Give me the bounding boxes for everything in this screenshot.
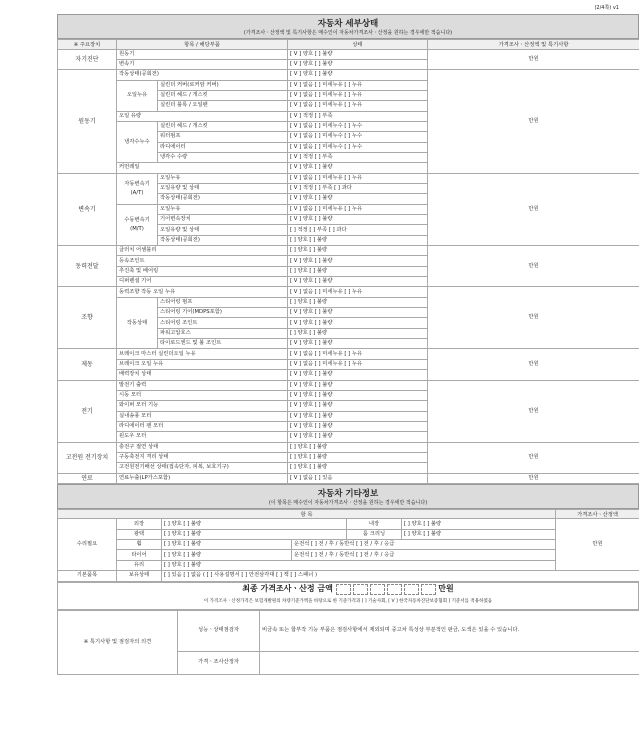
basic-item: 보유상태 bbox=[117, 571, 162, 581]
item-status: [ ] 양호 [ ] 불량 bbox=[288, 442, 428, 452]
item-part: 오일유량 및 상태 bbox=[158, 225, 288, 235]
amount-box-2[interactable] bbox=[353, 584, 368, 595]
item-label: 동력조향 작동 오일 누유 bbox=[117, 287, 288, 297]
amount-box-4[interactable] bbox=[387, 584, 402, 595]
table-row bbox=[58, 287, 639, 297]
item-label: 와이퍼 모터 기능 bbox=[117, 401, 288, 411]
other-header bbox=[57, 484, 639, 509]
device-group: 자기진단 bbox=[58, 49, 117, 70]
basic-label: 기본품목 bbox=[58, 571, 117, 581]
item-status: [ V ] 양호 [ ] 불량 bbox=[288, 59, 428, 69]
final-unit: 만원 bbox=[438, 584, 454, 593]
final-title: 최종 가격조사ㆍ산정 금액 bbox=[242, 584, 333, 593]
item-status: [ V ] 적정 [ ] 부족 bbox=[288, 111, 428, 121]
item-status: [ V ] 없음 [ ] 미세누유 [ ] 누유 bbox=[288, 349, 428, 359]
price-cell[interactable]: 만원 bbox=[428, 473, 639, 483]
item-label: 구동축전지 격리 상태 bbox=[117, 452, 288, 462]
table-row bbox=[58, 49, 639, 59]
glass-status: [ ] 양호 [ ] 불량 bbox=[162, 560, 556, 570]
item-part: 실린더 블록 / 오일팬 bbox=[158, 101, 288, 111]
item-status: [ V ] 없음 [ ] 미세누유 [ ] 누유 bbox=[288, 287, 428, 297]
other-subtitle: (이 항목은 매수인이 자동차가격조사ㆍ산정을 원하는 경우에만 적습니다) bbox=[268, 499, 428, 506]
inspector-label: 성능ㆍ상태점검자 bbox=[178, 610, 260, 651]
table-row bbox=[58, 246, 639, 256]
device-group: 제동 bbox=[58, 349, 117, 380]
page-number: (2/4쪽) v1 bbox=[594, 5, 619, 11]
item-label: 연료누출(LP가스포함) bbox=[117, 473, 288, 483]
item-label: 충전구 절연 상태 bbox=[117, 442, 288, 452]
item-label: 브레이크 마스터 실린더오일 누유 bbox=[117, 349, 288, 359]
wheel-position: 운전석 [ ] 전 / 후 / 동반석 [ ] 전 / 후 / 응급 bbox=[292, 540, 556, 550]
item-part: 냉각수 수량 bbox=[158, 152, 288, 162]
item-label: 발전기 출력 bbox=[117, 380, 288, 390]
item-status: [ V ] 양호 [ ] 불량 bbox=[288, 401, 428, 411]
item-status: [ V ] 양호 [ ] 불량 bbox=[288, 163, 428, 173]
item-label: 클러치 어셈블리 bbox=[117, 246, 288, 256]
item-status: [ ] 양호 [ ] 불량 bbox=[288, 452, 428, 462]
item-status: [ V ] 양호 [ ] 불량 bbox=[288, 370, 428, 380]
price-cell[interactable]: 만원 bbox=[428, 349, 639, 380]
price-cell[interactable]: 만원 bbox=[428, 246, 639, 287]
item-status: [ ] 양호 [ ] 불량 bbox=[288, 235, 428, 245]
item-group: 냉각수누수 bbox=[117, 121, 158, 162]
item-group: 작동상태 bbox=[117, 297, 158, 349]
item-status: [ V ] 양호 [ ] 불량 bbox=[288, 411, 428, 421]
item-status: [ ] 적정 [ ] 부족 [ ] 과다 bbox=[288, 225, 428, 235]
detail-table bbox=[57, 39, 639, 484]
item-part: 워터펌프 bbox=[158, 132, 288, 142]
price-cell[interactable]: 만원 bbox=[428, 173, 639, 245]
table-row bbox=[58, 380, 639, 390]
col-status: 상태 bbox=[288, 40, 428, 50]
item-status: [ V ] 없음 [ ] 미세누유 [ ] 누유 bbox=[288, 90, 428, 100]
appraiser-opinion[interactable] bbox=[260, 651, 639, 674]
item-label: 추진축 및 베어링 bbox=[117, 266, 288, 276]
item-status: [ V ] 양호 [ ] 불량 bbox=[288, 318, 428, 328]
item-status: [ ] 양호 [ ] 불량 bbox=[288, 463, 428, 473]
item-status: [ V ] 양호 [ ] 불량 bbox=[288, 277, 428, 287]
appraiser-label: 가격ㆍ조사산정자 bbox=[178, 651, 260, 674]
glass-label: 유리 bbox=[117, 560, 162, 570]
item-part: 스티어링 조인트 bbox=[158, 318, 288, 328]
basic-status: [ ] 있음 [ ] 없음 ( [ ] 사용설명서 [ ] 안전삼각대 [ ] 잭 [ ] 스패너 ) bbox=[162, 571, 639, 581]
detail-subtitle: (가격조사ㆍ산정액 및 특기사항은 매수인이 자동차가격조사ㆍ산정을 원하는 경우에만 적습니다) bbox=[243, 30, 453, 36]
item-part: 실린더 헤드 / 개스킷 bbox=[158, 90, 288, 100]
item-part: 작동상태(공회전) bbox=[158, 194, 288, 204]
item-group: 오일누유 bbox=[117, 80, 158, 111]
interior-label: 내장 bbox=[347, 519, 402, 529]
item-status: [ V ] 양호 [ ] 불량 bbox=[288, 215, 428, 225]
opinion-label: ※ 특기사항 및 점검자의 의견 bbox=[58, 610, 178, 674]
item-part: 파워고압호스 bbox=[158, 328, 288, 338]
item-label: 디퍼렌셜 기어 bbox=[117, 277, 288, 287]
inspector-opinion: 비금속 또는 합부작 기능 부품은 점검사항에서 제외되며 중고차 특성상 부분적인 판금, 도색은 있을 수 있습니다. bbox=[260, 610, 639, 651]
other-col-price: 가격조사ㆍ산정액 bbox=[556, 509, 639, 519]
inspection-sheet bbox=[57, 14, 639, 675]
item-status: [ V ] 양호 [ ] 불량 bbox=[288, 339, 428, 349]
item-status: [ V ] 없음 [ ] 미세누유 [ ] 누유 bbox=[288, 101, 428, 111]
item-status: [ V ] 양호 [ ] 불량 bbox=[288, 432, 428, 442]
amount-box-3[interactable] bbox=[370, 584, 385, 595]
table-row bbox=[58, 70, 639, 80]
col-item: 항목 / 해당부품 bbox=[117, 40, 288, 50]
device-group: 원동기 bbox=[58, 70, 117, 173]
device-group: 전기 bbox=[58, 380, 117, 442]
item-status: [ V ] 적정 [ ] 부족 [ ] 과다 bbox=[288, 183, 428, 193]
tire-position: 운전석 [ ] 전 / 후 / 동반석 [ ] 전 / 후 / 응급 bbox=[292, 550, 556, 560]
item-label: 변속기 bbox=[117, 59, 288, 69]
item-status: [ V ] 없음 [ ] 미세누유 [ ] 누유 bbox=[288, 80, 428, 90]
item-label: 등속조인트 bbox=[117, 256, 288, 266]
item-label: 원동기 bbox=[117, 49, 288, 59]
device-group: 동력전달 bbox=[58, 246, 117, 287]
device-group: 연료 bbox=[58, 473, 117, 483]
item-label: 배력장치 상태 bbox=[117, 370, 288, 380]
other-price: 만원 bbox=[556, 519, 639, 571]
exterior-status: [ ] 양호 [ ] 불량 bbox=[162, 519, 347, 529]
device-group: 조향 bbox=[58, 287, 117, 349]
item-part: 실린더 헤드 / 개스킷 bbox=[158, 121, 288, 131]
tire-status: [ ] 양호 [ ] 불량 bbox=[162, 550, 292, 560]
item-label: 작동상태(공회전) bbox=[117, 70, 288, 80]
item-status: [ ] 양호 [ ] 불량 bbox=[288, 266, 428, 276]
item-status: [ V ] 양호 [ ] 불량 bbox=[288, 49, 428, 59]
item-part: 오일누유 bbox=[158, 173, 288, 183]
final-note: 이 가격조사ㆍ산정가격은 보험개발원의 차량기준가액을 바탕으로 한 기준가격과 [ ] 기술사회, [ V ] 한국자동차진단보증협회 ] 기준서를 적용하였음 bbox=[203, 599, 493, 604]
price-cell[interactable]: 만원 bbox=[428, 49, 639, 70]
item-label: 오일 유량 bbox=[117, 111, 288, 121]
amount-box-5[interactable] bbox=[404, 584, 419, 595]
item-status: [ ] 양호 [ ] 불량 bbox=[288, 297, 428, 307]
tire-label: 타이어 bbox=[117, 550, 162, 560]
gloss-label: 광택 bbox=[117, 529, 162, 539]
room-label: 룸 크리닝 bbox=[347, 529, 402, 539]
item-status: [ V ] 없음 [ ] 미세누수 [ ] 누수 bbox=[288, 121, 428, 131]
other-title: 자동차 기타정보 bbox=[317, 488, 379, 499]
final-table bbox=[57, 582, 639, 610]
item-status: [ V ] 양호 [ ] 불량 bbox=[288, 308, 428, 318]
other-col-item: 항 목 bbox=[58, 509, 556, 519]
item-status: [ ] 양호 [ ] 불량 bbox=[288, 328, 428, 338]
table-row bbox=[58, 442, 639, 452]
price-cell[interactable]: 만원 bbox=[428, 70, 639, 173]
repair-label: 수리필요 bbox=[58, 519, 117, 571]
item-part: 라디에이터 bbox=[158, 142, 288, 152]
item-status: [ V ] 양호 [ ] 불량 bbox=[288, 70, 428, 80]
col-price: 가격조사ㆍ산정액 및 특기사항 bbox=[428, 40, 639, 50]
item-status: [ V ] 적정 [ ] 부족 bbox=[288, 152, 428, 162]
item-label: 브레이크 오일 누유 bbox=[117, 359, 288, 369]
table-row bbox=[58, 173, 639, 183]
item-label: 고전원전기배선 상태(접속단자, 피복, 보호기구) bbox=[117, 463, 288, 473]
item-status: [ V ] 양호 [ ] 불량 bbox=[288, 390, 428, 400]
price-cell[interactable]: 만원 bbox=[428, 442, 639, 473]
detail-header bbox=[57, 14, 639, 39]
item-status: [ V ] 없음 [ ] 미세누수 [ ] 누수 bbox=[288, 142, 428, 152]
item-part: 작동상태(공회전) bbox=[158, 235, 288, 245]
gloss-status: [ ] 양호 [ ] 불량 bbox=[162, 529, 347, 539]
item-group: 자동변속기 (A/T) bbox=[117, 173, 158, 204]
item-status: [ V ] 양호 [ ] 불량 bbox=[288, 380, 428, 390]
col-device: ※ 주요장치 bbox=[58, 40, 117, 50]
item-label: 실내송풍 모터 bbox=[117, 411, 288, 421]
item-label: 윈도우 모터 bbox=[117, 432, 288, 442]
other-table bbox=[57, 509, 639, 582]
item-label: 커먼레일 bbox=[117, 163, 288, 173]
item-status: [ V ] 없음 [ ] 미세누유 [ ] 누유 bbox=[288, 204, 428, 214]
device-group: 변속기 bbox=[58, 173, 117, 245]
item-part: 실린더 커버(로커암 커버) bbox=[158, 80, 288, 90]
opinion-table bbox=[57, 610, 639, 675]
item-part: 타이로드엔드 및 볼 조인트 bbox=[158, 339, 288, 349]
table-row bbox=[58, 349, 639, 359]
amount-box-1[interactable] bbox=[336, 584, 351, 595]
item-part: 기어변속장치 bbox=[158, 215, 288, 225]
item-label: 라디에이터 팬 모터 bbox=[117, 421, 288, 431]
item-status: [ V ] 없음 [ ] 미세누유 [ ] 누유 bbox=[288, 173, 428, 183]
detail-title: 자동차 세부상태 bbox=[317, 19, 379, 29]
wheel-label: 휠 bbox=[117, 540, 162, 550]
item-status: [ V ] 양호 [ ] 불량 bbox=[288, 256, 428, 266]
item-group: 수동변속기 (M/T) bbox=[117, 204, 158, 245]
item-label: 시동 모터 bbox=[117, 390, 288, 400]
room-status: [ ] 양호 [ ] 불량 bbox=[402, 529, 556, 539]
item-part: 오일유량 및 상태 bbox=[158, 183, 288, 193]
item-status: [ V ] 양호 [ ] 불량 bbox=[288, 421, 428, 431]
wheel-status: [ ] 양호 [ ] 불량 bbox=[162, 540, 292, 550]
amount-box-6[interactable] bbox=[421, 584, 436, 595]
item-part: 오일누유 bbox=[158, 204, 288, 214]
exterior-label: 외장 bbox=[117, 519, 162, 529]
table-row bbox=[58, 473, 639, 483]
price-cell[interactable]: 만원 bbox=[428, 287, 639, 349]
interior-status: [ ] 양호 [ ] 불량 bbox=[402, 519, 556, 529]
item-part: 스티어링 기어(MDPS포함) bbox=[158, 308, 288, 318]
price-cell[interactable]: 만원 bbox=[428, 380, 639, 442]
item-status: [ V ] 양호 [ ] 불량 bbox=[288, 194, 428, 204]
item-status: [ V ] 없음 [ ] 있음 bbox=[288, 473, 428, 483]
item-status: [ V ] 없음 [ ] 미세누수 [ ] 누수 bbox=[288, 132, 428, 142]
item-status: [ V ] 없음 [ ] 미세누유 [ ] 누유 bbox=[288, 359, 428, 369]
item-status: [ ] 양호 [ ] 불량 bbox=[288, 246, 428, 256]
device-group: 고전원 전기장치 bbox=[58, 442, 117, 473]
item-part: 스티어링 펌프 bbox=[158, 297, 288, 307]
